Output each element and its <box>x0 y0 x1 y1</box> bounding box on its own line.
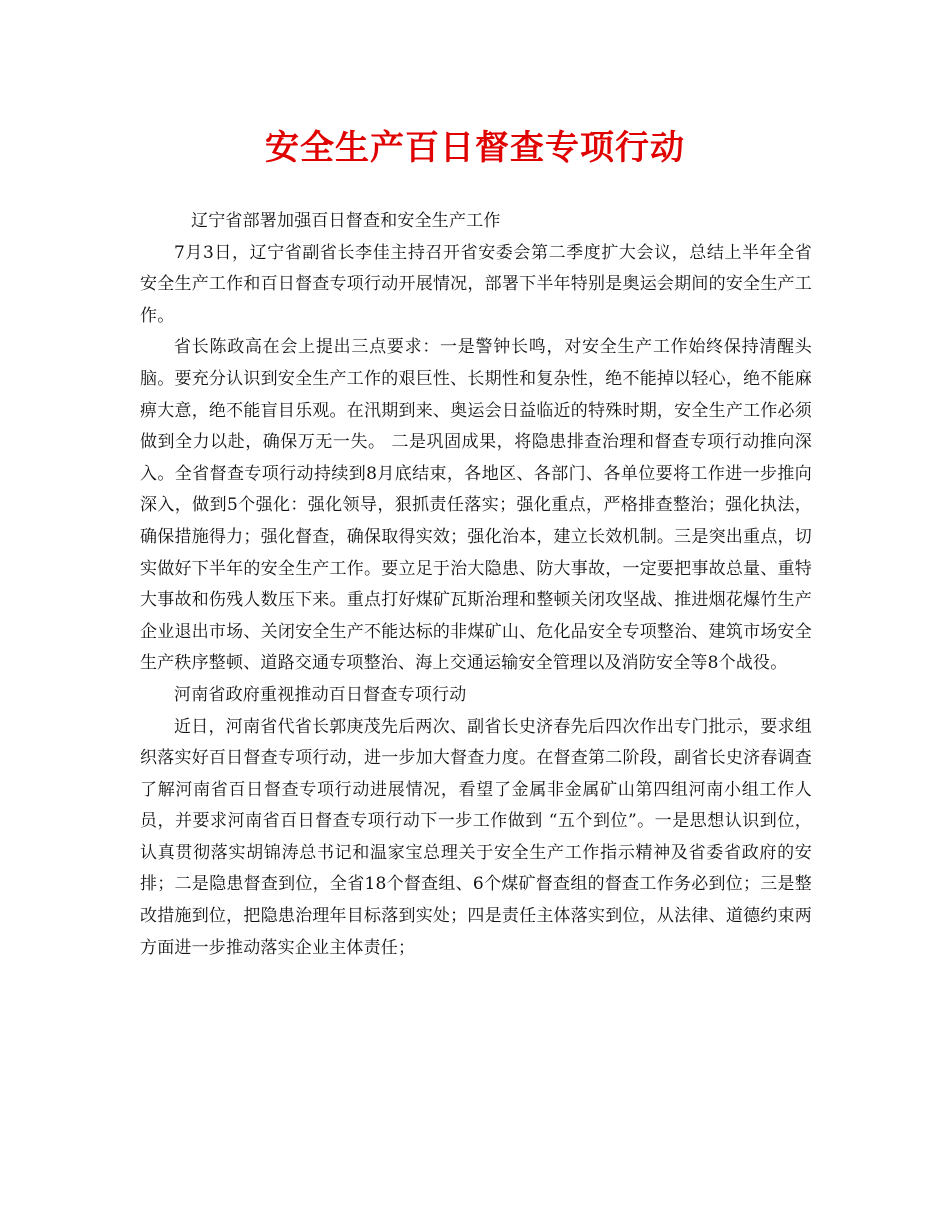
section-subtitle: 辽宁省部署加强百日督查和安全生产工作 <box>191 211 501 231</box>
body-paragraph: 7月3日，辽宁省副省长李佳主持召开省安委会第二季度扩大会议，总结上半年全省安全生产工作和百日督查专项行动开展情况，部署下半年特别是奥运会期间的安全生产工作。 <box>140 242 812 326</box>
document-body <box>140 206 812 964</box>
document-title: 安全生产百日督查专项行动 <box>265 128 685 168</box>
section-subtitle: 河南省政府重视推动百日督查专项行动 <box>174 684 467 705</box>
body-paragraph: 近日，河南省代省长郭庚茂先后两次、副省长史济春先后四次作出专门批示，要求组织落实好百日督查专项行动，进一步加大督查力度。在督查第二阶段，副省长史济春调查了解河南省百日督查专项行动进展情况，看望了金属非金属矿山第四组河南小组工作人员，并要求河南省百日督查专项行动下一步工作做到 “五个到位”。一是思想认识到位，认真贯彻落实胡锦涛总书记和温家宝总理关于安全生产工作指示精神及省委省政府的安排；二是隐患督查到位，全省18个督查组、6个煤矿督查组的督查工作务必到位；三是整改措施到位，把隐患治理年目标落到实处；四是责任主体落实到位，从法律、道德约束两方面进一步推动落实企业主体责任； <box>140 716 812 958</box>
body-paragraph: 省长陈政高在会上提出三点要求：一是警钟长鸣，对安全生产工作始终保持清醒头脑。要充分认识到安全生产工作的艰巨性、长期性和复杂性，绝不能掉以轻心，绝不能麻痹大意，绝不能盲目乐观。在汛期到来、奥运会日益临近的特殊时期，安全生产工作必须做到全力以赴，确保万无一失。 二是巩固成果，将隐患排查治理和督查专项行动推向深入。全省督查专项行动持续到8月底结束，各地区、各部门、各单位要将工作进一步推向深入，做到5个强化：强化领导，狠抓责任落实；强化重点，严格排查整治；强化执法，确保措施得力；强化督查，确保取得实效；强化治本，建立长效机制。三是突出重点，切实做好下半年的安全生产工作。要立足于治大隐患、防大事故，一定要把事故总量、重特大事故和伤残人数压下来。重点打好煤矿瓦斯治理和整顿关闭攻坚战、推进烟花爆竹生产企业退出市场、关闭安全生产不能达标的非煤矿山、危化品安全专项整治、建筑市场安全生产秩序整顿、道路交通专项整治、海上交通运输安全管理以及消防安全等8个战役。 <box>140 337 812 674</box>
